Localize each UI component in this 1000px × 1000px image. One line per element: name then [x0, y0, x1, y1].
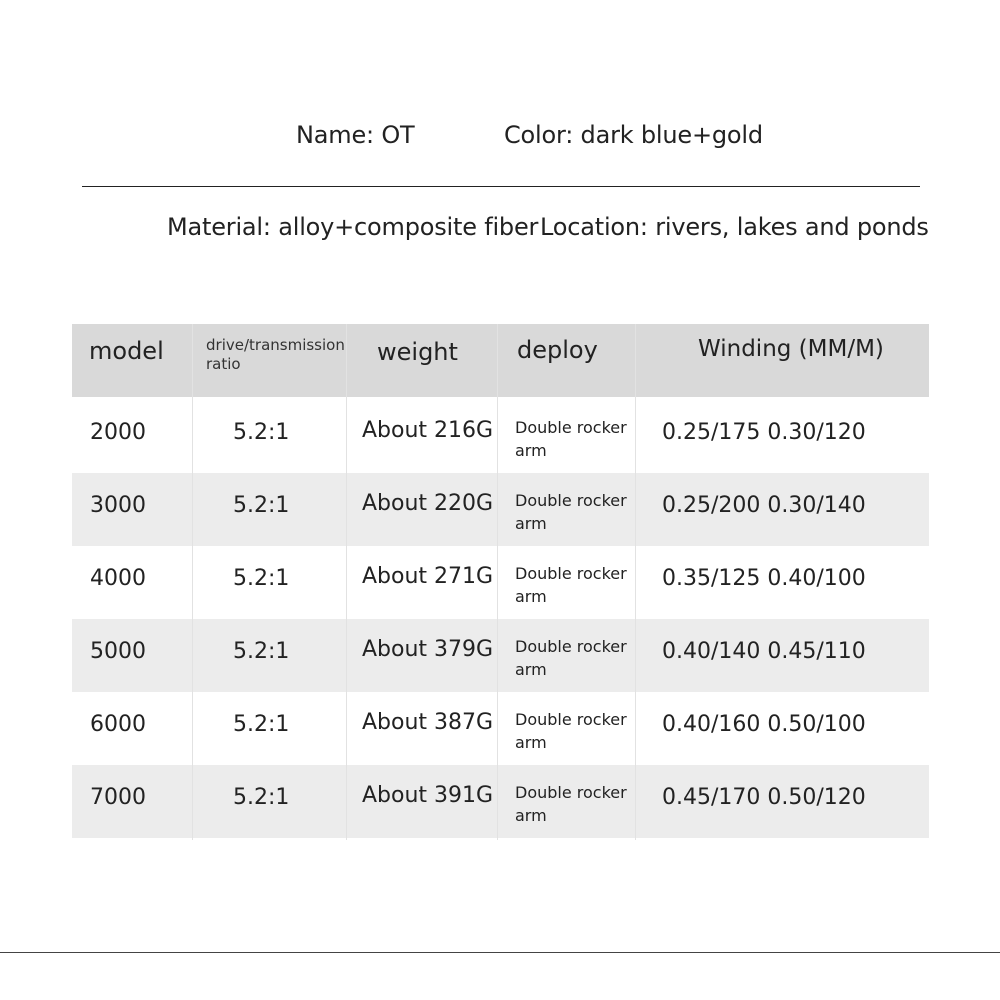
product-material: Material: alloy+composite fiber — [167, 213, 539, 241]
cell-deploy-line2: arm — [515, 660, 547, 679]
cell-weight: About 271G — [362, 564, 494, 589]
cell-ratio: 5.2:1 — [233, 493, 290, 518]
cell-winding: 0.25/175 0.30/120 — [662, 420, 866, 445]
product-name: Name: OT — [296, 121, 415, 149]
cell-weight: About 391G — [362, 783, 494, 808]
cell-ratio: 5.2:1 — [233, 639, 290, 664]
header-deploy: deploy — [517, 336, 598, 364]
table-row — [72, 473, 929, 546]
cell-winding: 0.35/125 0.40/100 — [662, 566, 866, 591]
column-divider — [346, 324, 347, 840]
cell-deploy-line1: Double rocker — [515, 783, 627, 802]
cell-weight: About 220G — [362, 491, 494, 516]
cell-model: 3000 — [90, 493, 146, 518]
spec-table — [72, 324, 929, 840]
header-ratio-line1: drive/transmission — [206, 336, 345, 354]
cell-ratio: 5.2:1 — [233, 785, 290, 810]
cell-model: 7000 — [90, 785, 146, 810]
cell-deploy-line2: arm — [515, 441, 547, 460]
cell-weight: About 216G — [362, 418, 494, 443]
header-model: model — [89, 337, 164, 365]
column-divider — [497, 324, 498, 840]
cell-deploy — [515, 635, 627, 681]
header-ratio — [206, 336, 345, 374]
bottom-divider-line — [0, 952, 1000, 953]
cell-deploy-line1: Double rocker — [515, 637, 627, 656]
cell-ratio: 5.2:1 — [233, 566, 290, 591]
cell-winding: 0.45/170 0.50/120 — [662, 785, 866, 810]
cell-deploy-line2: arm — [515, 733, 547, 752]
cell-model: 4000 — [90, 566, 146, 591]
cell-weight: About 379G — [362, 637, 494, 662]
column-divider — [635, 324, 636, 840]
cell-winding: 0.40/160 0.50/100 — [662, 712, 866, 737]
table-row — [72, 546, 929, 619]
cell-winding: 0.25/200 0.30/140 — [662, 493, 866, 518]
cell-deploy — [515, 562, 627, 608]
cell-winding: 0.40/140 0.45/110 — [662, 639, 866, 664]
cell-deploy-line2: arm — [515, 514, 547, 533]
table-row — [72, 692, 929, 765]
divider-line — [82, 186, 920, 187]
cell-model: 5000 — [90, 639, 146, 664]
header-winding: Winding (MM/M) — [698, 336, 884, 362]
product-location: Location: rivers, lakes and ponds — [540, 213, 929, 241]
cell-deploy-line2: arm — [515, 806, 547, 825]
table-row — [72, 765, 929, 838]
table-row — [72, 400, 929, 473]
column-divider — [192, 324, 193, 840]
cell-deploy — [515, 708, 627, 754]
header-weight: weight — [377, 338, 458, 366]
cell-deploy-line1: Double rocker — [515, 710, 627, 729]
cell-deploy-line1: Double rocker — [515, 564, 627, 583]
cell-weight: About 387G — [362, 710, 494, 735]
cell-ratio: 5.2:1 — [233, 712, 290, 737]
cell-deploy — [515, 781, 627, 827]
cell-deploy-line2: arm — [515, 587, 547, 606]
cell-ratio: 5.2:1 — [233, 420, 290, 445]
cell-deploy-line1: Double rocker — [515, 418, 627, 437]
cell-model: 6000 — [90, 712, 146, 737]
table-row — [72, 619, 929, 692]
product-color: Color: dark blue+gold — [504, 121, 763, 149]
header-ratio-line2: ratio — [206, 355, 241, 373]
table-header-row — [72, 324, 929, 397]
cell-model: 2000 — [90, 420, 146, 445]
cell-deploy — [515, 416, 627, 462]
cell-deploy-line1: Double rocker — [515, 491, 627, 510]
cell-deploy — [515, 489, 627, 535]
